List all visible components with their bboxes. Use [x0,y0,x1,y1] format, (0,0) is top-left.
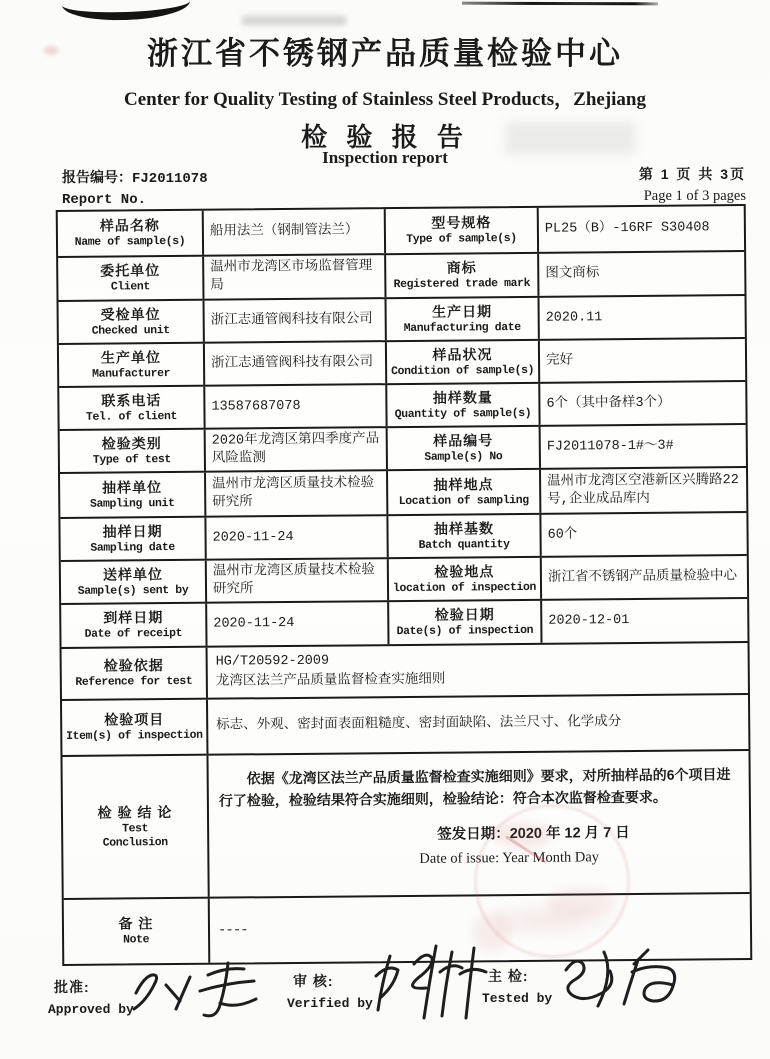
label-en: Note [123,933,150,947]
tester-signature [552,938,707,1022]
table-row-sample-sent-by [61,556,747,605]
label-cn: 到样日期 [103,609,164,627]
tested-label-en: Tested by [482,991,553,1006]
label-cn: 检验项目 [104,711,165,729]
label-cn: 检验地点 [434,563,495,580]
row-label [62,700,208,755]
tested-label-cn: 主 检: [488,968,529,984]
table-row-sampling-date [60,513,746,562]
label-en: Reference for test [75,675,193,690]
approved-label-en: Approved by [48,1002,134,1017]
label-cn: 抽样地点 [433,476,494,493]
label-en: Date of receipt [84,627,183,642]
label-en: Sample(s) sent by [77,583,189,598]
report-number-label-en: Report No. [62,192,147,208]
verifier-signature [368,938,496,1034]
row-label-2 [386,208,539,253]
label-en: Quantity of sample(s) [394,406,532,421]
row-label [61,604,207,647]
label-en: Conclusion [102,835,168,850]
cell-value-2: FJ2011078-1#～3# [546,438,674,455]
label-en: Location of sampling [398,493,529,508]
label-cn: 抽样数量 [432,389,493,406]
report-number-value: FJ2011078 [132,171,208,187]
reference-line-2: 龙湾区法兰产品质量监督检查实施细则 [215,672,446,690]
page-info-block [639,164,746,205]
row-label-2 [387,384,540,426]
cell-value: 温州市龙湾区质量技术检验研究所 [206,471,388,516]
row-label [58,211,204,256]
label-cn: 受检单位 [100,306,161,323]
issue-date-cn: 签发日期：2020 年 12 月 7 日 [437,824,630,843]
label-cn: 检验日期 [434,606,495,624]
row-label [60,473,206,517]
label-en: Type of test [92,452,171,467]
verified-label-en: Verified by [287,996,373,1011]
label-cn: 商标 [446,259,477,277]
row-label [61,561,207,603]
label-cn: 送样单位 [102,566,163,583]
items-line: 标志、外观、密封面表面粗糙度、密封面缺陷、法兰尺寸、化学成分 [216,714,622,734]
row-label [62,648,208,699]
row-label-2 [386,254,539,297]
row-label [58,257,204,300]
cell-value-2: PL25（B）-16RF S30408 [544,220,710,237]
label-cn: 生产单位 [100,349,162,366]
cell-value: 13587687078 [205,385,387,428]
label-en: Sampling date [90,540,175,555]
row-label-2 [388,427,541,469]
table-row-manufacturer [59,339,745,388]
verified-label-cn: 审 核: [293,973,334,989]
row-label [59,344,205,386]
label-cn: 联系电话 [101,392,162,409]
cell-value: 浙江志通管阀科技有限公司 [205,299,387,342]
label-en: Checked unit [91,323,170,338]
issue-date-en: Date of issue: Year Month Day [419,849,600,867]
label-en: Manufacturing date [403,320,521,335]
row-label-2 [388,515,541,557]
org-title-en: Center for Quality Testing of Stainless Steel Products，Zhejiang [124,89,646,110]
cell-value: 温州市龙湾区质量技术检验研究所 [207,559,389,602]
label-en: Batch quantity [418,537,510,552]
label-cn: 备 注 [118,915,154,932]
table-row-sample-name [58,206,744,258]
reference-value [208,643,748,698]
cell-value: 2020-11-24 [207,602,389,646]
cell-value-2: 完好 [545,353,574,369]
row-label-2 [388,470,541,514]
report-number-label: 报告编号： [62,169,132,185]
label-en: Tel. of client [85,409,178,424]
label-cn: 生产日期 [432,303,493,320]
conclusion-text: 依据《龙湾区法兰产品质量监督检查实施细则》要求，对所抽样品的6个项目进行了检验，检验结果符合实施细则，检验结论：符合本次监督检查要求。 [218,766,731,810]
row-label [59,301,205,343]
doc-title-cn: 检 验 报 告 [301,122,469,152]
cell-value-2: 2020-12-01 [548,613,630,629]
items-value [208,695,748,754]
label-en: Type of sample(s) [406,232,517,247]
table-row-sampling-unit [60,468,746,519]
row-label-2 [389,558,542,600]
row-label [59,387,205,429]
label-cn: 样品状况 [432,346,493,363]
label-en: location of inspection [392,580,537,595]
table-row-test-type [60,425,746,474]
cell-value-2: 2020.11 [545,309,603,326]
row-label [60,518,206,560]
row-label [60,430,206,472]
report-number-line [62,167,208,187]
reference-line-1: HG/T20592-2009 [215,653,330,670]
cell-value-2: 图文商标 [545,266,600,282]
table-row-client [58,252,744,302]
label-en: Registered trade mark [393,277,531,292]
report-table [56,204,753,966]
scan-smudge-above-title [242,16,346,25]
row-label-2 [387,341,540,383]
cell-value-2: 温州市龙湾区空港新区兴腾路22号,企业成品库内 [547,473,739,508]
row-label [62,756,209,898]
tested-by-block [482,966,553,1006]
approver-signature [122,957,282,1029]
label-en: Date(s) of inspection [396,624,534,639]
row-label [64,899,211,964]
label-cn: 型号规格 [431,214,492,232]
cell-value: 2020-11-24 [206,516,388,559]
cell-value: 船用法兰（钢制管法兰） [204,209,386,255]
label-en: Sampling unit [89,496,175,511]
page-info-en: Page 1 of 3 pages [643,188,746,204]
label-cn: 抽样基数 [433,520,495,537]
table-row-checked-unit [59,296,745,345]
cell-value: 浙江志通管阀科技有限公司 [205,342,387,385]
cell-value: 温州市龙湾区市场监督管理局 [204,255,386,299]
label-en: Item(s) of inspection [65,729,203,744]
scan-artifact-top-left [61,0,190,22]
label-cn: 检 验 结 论 [97,803,173,821]
label-en: Test [122,821,149,836]
table-row-reference [62,643,748,701]
row-label-2 [387,298,540,340]
label-cn: 抽样日期 [102,523,163,540]
note-value: ---- [217,922,248,939]
label-cn: 样品编号 [433,432,494,449]
label-en: Manufacturer [92,366,171,381]
report-number-block [62,167,208,208]
label-en: Condition of sample(s) [391,363,535,378]
cell-value-2: 浙江省不锈钢产品质量检验中心 [547,568,738,586]
table-row-conclusion [62,751,749,900]
label-en: Name of sample(s) [74,235,186,250]
cell-value-2: 60个 [547,527,578,543]
label-en: Client [110,280,150,294]
table-row-telephone [59,382,745,431]
verified-by-block [287,971,373,1011]
cell-value-2: 6个（其中备样3个） [546,395,671,412]
row-label-2 [389,601,542,644]
scan-artifact-top-right [462,2,658,6]
label-cn: 样品名称 [99,217,160,235]
label-en: Sample(s) No [424,449,503,464]
table-row-receipt-date [61,599,747,649]
page-info-cn: 第 1 页 共 3页 [638,166,746,182]
doc-title-en: Inspection report [322,148,448,167]
org-title-cn: 浙江省不锈钢产品质量检验中心 [147,36,623,71]
approved-label-cn: 批准: [54,979,90,995]
cell-value: 2020年龙湾区第四季度产品风险监测 [206,428,388,471]
label-cn: 检验类别 [101,435,162,452]
table-row-items [62,695,748,757]
label-cn: 检验依据 [103,657,164,675]
conclusion-cell [208,751,749,897]
label-cn: 抽样单位 [102,479,163,496]
label-cn: 委托单位 [100,262,161,280]
